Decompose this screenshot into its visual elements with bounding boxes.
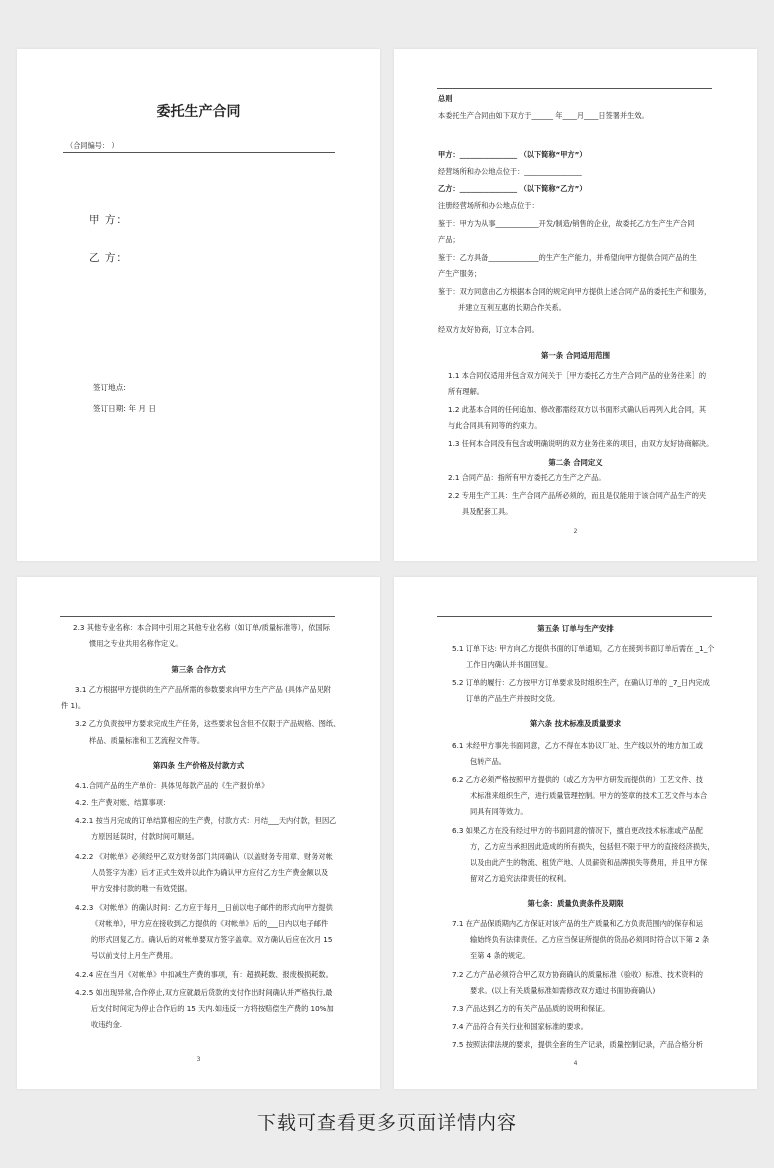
intro-text: 本委托生产合同由如下双方于______ 年____月____日签署并生效。 [438,111,649,120]
page-number: 2 [573,528,578,535]
clause-2-2-cont: 具及配套工具。 [462,507,513,516]
contract-page-2 [394,49,757,561]
article-2-heading: 第二条 合同定义 [548,458,603,467]
contract-cover-page [17,49,380,561]
clause-4-2-3-cont2: 的形式回复乙方。确认后的对帐单要双方签字盖章。双方确认后应在次月 15 [91,935,333,944]
clause-2-3-cont: 惯用之专业共用名称作定义。 [89,639,183,648]
divider [63,152,335,153]
clause-6-3-cont1: 方，乙方应当承担因此造成的所有损失，包括但不限于甲方的直接经济损失， [470,842,715,851]
page-number: 3 [196,1056,201,1063]
clause-3-2: 3.2 乙方负责按甲方要求完成生产任务，这些要求包含但不仅限于产品规格、图纸、 [75,719,341,728]
clause-7-2: 7.2 乙方产品必须符合甲乙双方协商确认的质量标准（验收）标准、技术资料的 [452,970,703,979]
clause-4-2-5: 4.2.5 如出现异常,合作停止,双方应就最后货款的支付作出时间确认并严格执行,最 [75,988,333,997]
clause-6-3-cont2: 以及由此产生的物流、租赁产地、人员薪资和品牌损失等费用，并且甲方保 [470,858,708,867]
article-1-heading: 第一条 合同适用范围 [540,351,611,360]
party-a-address: 经营场所和办公地点位于：________________ [438,167,582,176]
clause-4-2: 4.2. 生产费对账、结算事项： [75,798,171,807]
whereas-2-cont: 产生产服务； [438,269,482,278]
clause-7-1-cont1: 输始终负有法律责任。乙方应当保证所提供的货品必须同时符合以下第 2 条 [470,935,710,944]
clause-5-1: 5.1 订单下达: 甲方向乙方提供书面的订单通知，乙方在接到书面订单后需在 _1_个 [452,644,715,653]
clause-6-3-cont3: 留对乙方追究法律责任的权利。 [470,874,571,883]
contract-number: （合同编号： ） [66,141,119,150]
contract-title: 委托生产合同 [156,104,241,120]
party-a-line: 甲方：________________ （以下简称“甲方”） [438,150,587,159]
clause-4-2-3-cont1: 《对帐单》，甲方应在接收到乙方提供的《对帐单》后的___日内以电子邮件 [91,919,329,928]
clause-3-1: 3.1 乙方根据甲方提供的生产产品所需的参数要求向甲方生产产品 (具体产品见附 [75,685,331,694]
article-3-heading: 第三条 合作方式 [171,665,226,674]
clause-5-1-cont: 工作日内确认并书面回复。 [466,660,553,669]
clause-3-2-cont: 样品、质量标准和工艺流程文件等。 [89,736,205,745]
clause-4-2-2: 4.2.2 《对帐单》必须经甲乙双方财务部门共同确认（以盖财务专用章、财务对帐 [75,852,333,861]
clause-4-1: 4.1.合同产品的生产单价：具体见每款产品的《生产报价单》 [75,781,269,790]
clause-4-2-2-cont2: 甲方安排付款的唯一有效凭据。 [91,884,192,893]
clause-4-2-3: 4.2.3 《对帐单》的确认时间：乙方应于每月__日前以电子邮件的形式向甲方提供 [75,903,333,912]
contract-page-3 [17,577,380,1089]
contract-page-4 [394,577,757,1089]
header-rule [437,88,712,89]
clause-1-1: 1.1 本合同仅适用并包含双方间关于［甲方委托乙方生产合同产品的业务往来］的 [448,371,707,380]
agreed-text: 经双方友好协商，订立本合同。 [438,325,539,334]
page-number: 4 [573,1060,578,1067]
clause-1-3: 1.3 任何本合同没有包含或明确说明的双方业务往来的项目，由双方友好协商解决。 [448,439,714,448]
party-a-label: 甲 方： [89,214,128,226]
clause-5-2: 5.2 订单的履行：乙方按甲方订单要求及时组织生产，在确认订单的 _7_日内完成 [452,678,710,687]
party-b-address: 注册经营场所和办公地点位于： [438,201,539,210]
clause-6-2-cont1: 术标准来组织生产，进行质量管理控制。甲方的签章的技术工艺文件与本合 [470,791,708,800]
clause-2-2: 2.2 专用生产工具：生产合同产品所必须的，而且是仅能用于该合同产品生产的夹 [448,491,707,500]
whereas-1: 鉴于：甲方为从事____________开发/制造/销售的企业，故委托乙方生产生产合同 [438,219,695,228]
sign-place-label: 签订地点: [93,383,126,392]
clause-6-2-cont2: 同具有同等效力。 [470,807,528,816]
clause-7-2-cont: 要求。(以上有关质量标准如需修改双方通过书面协商确认) [470,986,656,995]
clause-4-2-5-cont2: 收违约金. [91,1020,123,1029]
clause-7-1-cont2: 至第 4 条的规定。 [470,951,530,960]
clause-1-2: 1.2 此基本合同的任何追加、修改都需经双方以书面形式确认后再列入此合同，其 [448,405,707,414]
clause-2-1: 2.1 合同产品：指所有甲方委托乙方生产之产品。 [448,473,606,482]
article-6-heading: 第六条 技术标准及质量要求 [529,719,622,728]
clause-6-1-cont: 包转产品。 [470,757,506,766]
clause-1-2-cont: 与此合同具有同等的约束力。 [448,421,542,430]
clause-7-5: 7.5 按照法律法规的要求，提供全套的生产记录，质量控制记录，产品合格分析 [452,1040,703,1049]
header-rule [60,616,335,617]
clause-6-3: 6.3 如果乙方在没有经过甲方的书面同意的情况下，擅自更改技术标准或产品配 [452,826,703,835]
whereas-3-cont: 并建立互利互惠的长期合作关系。 [458,303,566,312]
whereas-2: 鉴于：乙方具备______________的生产生产能力，并希望向甲方提供合同产品的生 [438,253,697,262]
party-b-line: 乙方：________________ （以下简称“乙方”） [438,184,587,193]
section-general: 总则 [438,94,453,103]
clause-4-2-1-cont: 方原因延误时，付款时间可顺延。 [91,832,199,841]
clause-4-2-5-cont1: 后支付时间定为停止合作后的 15 天内.如违反一方将按赔偿生产费的 10%加 [91,1004,334,1013]
whereas-1-cont: 产品； [438,235,460,244]
clause-5-2-cont: 订单的产品生产并按时交货。 [466,694,560,703]
clause-4-2-2-cont1: 人员签字为准）后才正式生效并以此作为确认甲方应付乙方生产费金额以及 [91,868,329,877]
party-b-label: 乙 方： [89,252,128,264]
clause-2-3: 2.3 其他专业名称：本合同中引用之其他专业名称（如订单/质量标准等），依国际 [73,623,330,632]
clause-6-2: 6.2 乙方必须严格按照甲方提供的（或乙方为甲方研发而提供的）工艺文件、技 [452,775,703,784]
clause-6-1: 6.1 未经甲方事先书面同意，乙方不得在本协议厂址、生产线以外的地方加工或 [452,741,703,750]
clause-4-2-3-cont3: 号以前支付上月生产费用。 [91,951,178,960]
clause-7-3: 7.3 产品达到乙方的有关产品品质的说明和保证。 [452,1004,610,1013]
header-rule [437,616,712,617]
clause-4-2-1: 4.2.1 按当月完成的订单结算相应的生产费，付款方式：月结___天内付款，但因乙 [75,816,337,825]
article-4-heading: 第四条 生产价格及付款方式 [152,761,245,770]
clause-4-2-4: 4.2.4 应在当月《对帐单》中扣减生产费的事项，有：超损耗数、报废极损耗数。 [75,970,333,979]
whereas-3: 鉴于：双方同意由乙方根据本合同的规定向甲方提供上述合同产品的委托生产和服务， [438,287,712,296]
download-more-link[interactable]: 下载可查看更多页面详情内容 [256,1112,517,1134]
clause-3-1-cont: 件 1)。 [61,701,86,710]
clause-7-1: 7.1 在产品保质期内乙方保证对该产品的生产质量和乙方负责范围内的保存和运 [452,919,703,928]
clause-7-4: 7.4 产品符合有关行业和国家标准的要求。 [452,1022,588,1031]
sign-date-label: 签订日期: 年 月 日 [93,404,156,413]
clause-1-1-cont: 所有理解。 [448,387,484,396]
article-7-heading: 第七条：质量负责条件及期限 [527,899,624,908]
article-5-heading: 第五条 订单与生产安排 [537,624,614,633]
